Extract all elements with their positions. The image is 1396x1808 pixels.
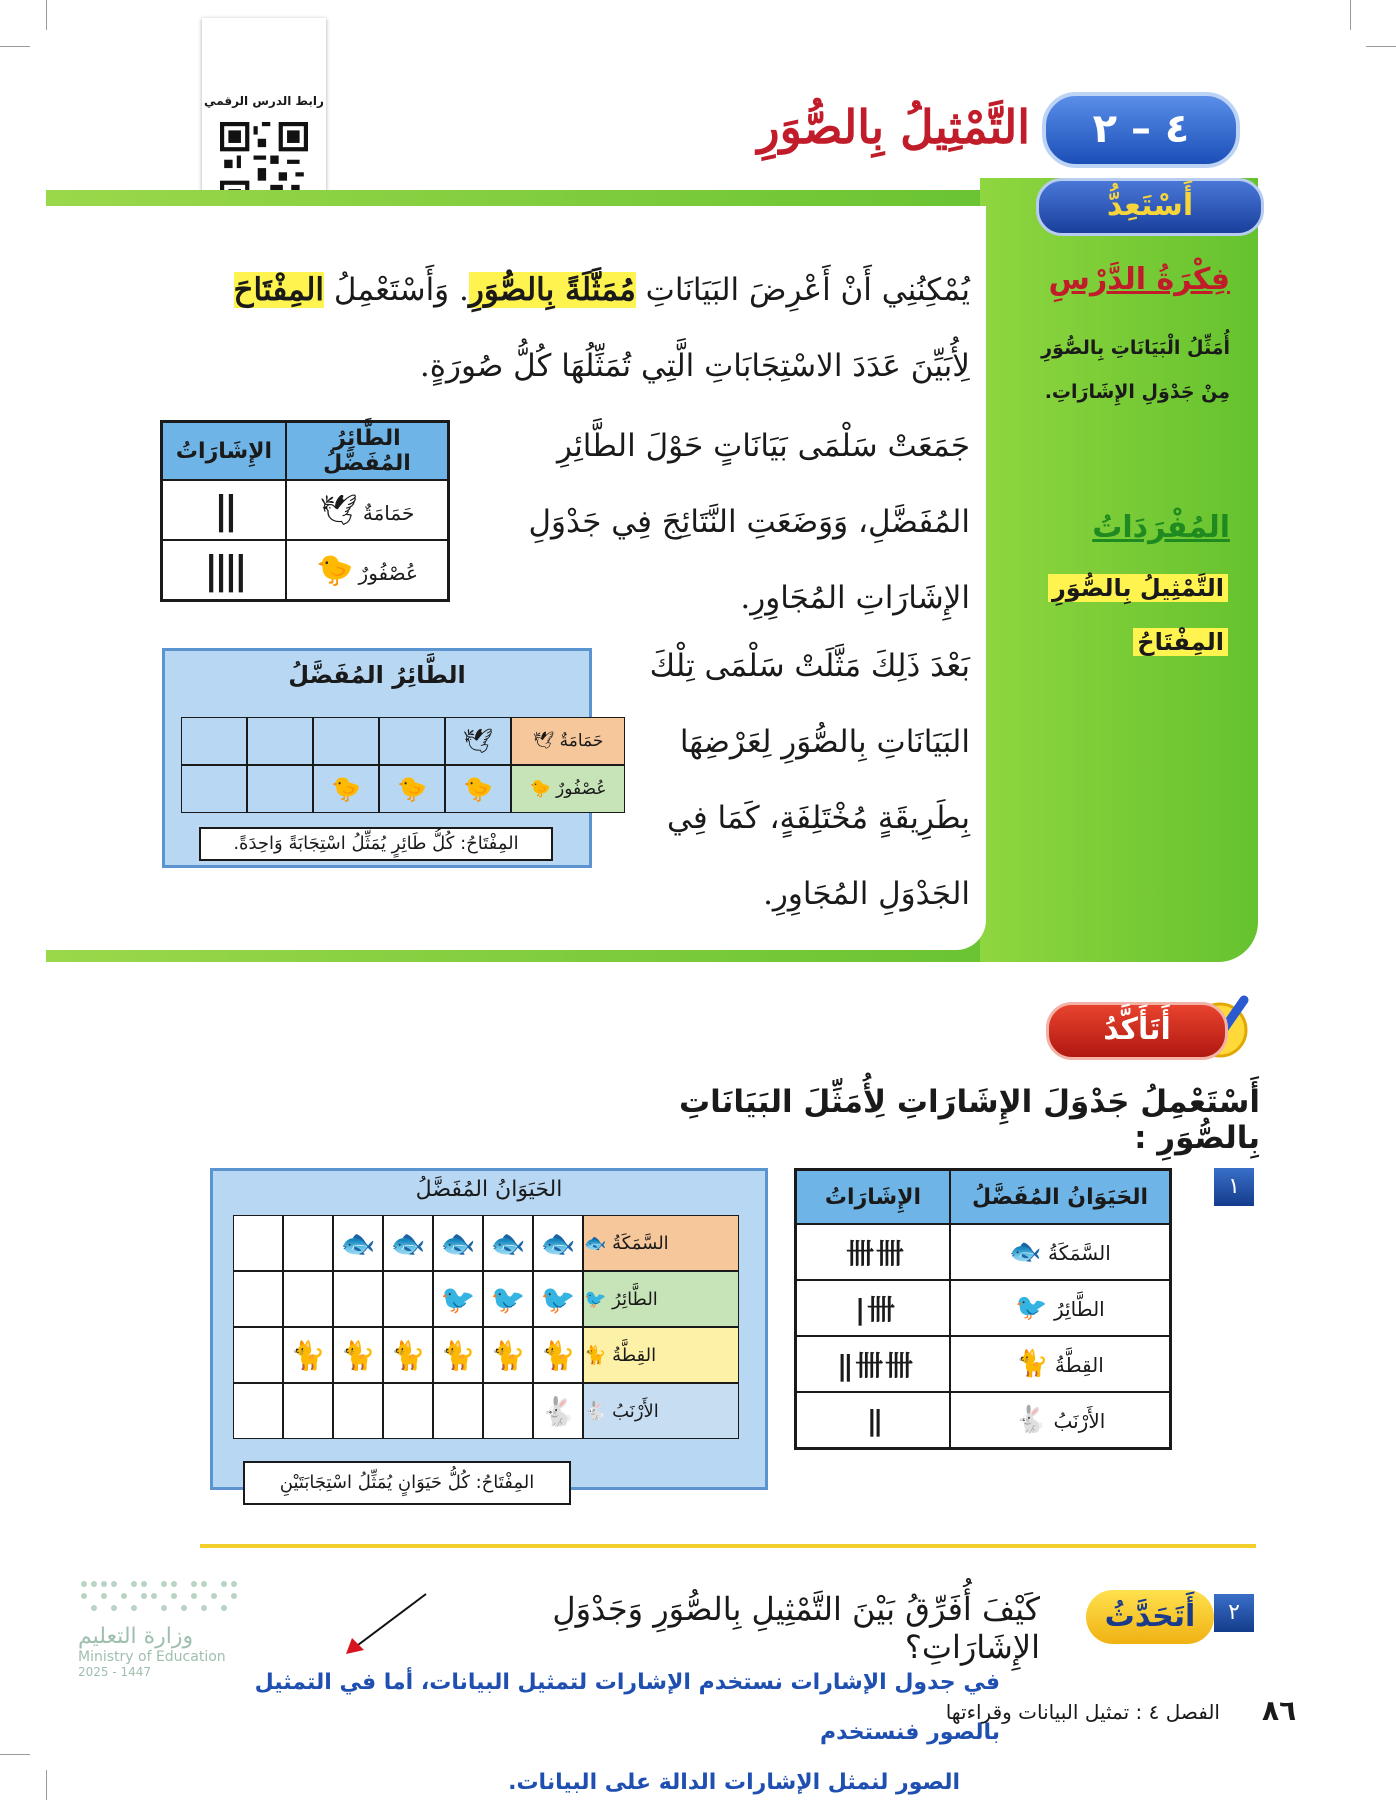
animal-icon: 🐈 <box>333 1327 383 1383</box>
answer-line: الصور لنمثل الإشارات الدالة على البيانات. <box>508 1770 960 1795</box>
highlight-key: المِفْتَاحَ <box>233 272 325 308</box>
animal-icon: 🐈 <box>283 1327 333 1383</box>
lesson-title: التَّمْثِيلُ بِالصُّوَرِ <box>757 100 1030 154</box>
bird-icon <box>247 765 313 813</box>
intro-text: . وَأَسْتَعْمِلُ <box>324 272 469 308</box>
lesson-idea-text: أُمَثِّلُ الْبَيَانَاتِ بِالصُّوَرِ مِنْ جَدْوَلِ الإِشَارَاتِ. <box>1041 337 1230 403</box>
bird-icon <box>379 717 445 765</box>
empty-cell <box>233 1327 283 1383</box>
animal-icon: 🐟 <box>333 1215 383 1271</box>
ministry-name-ar: وزارة التعليم <box>78 1624 194 1649</box>
ministry-name-en: Ministry of Education <box>78 1649 226 1665</box>
pictograph-row <box>233 1327 739 1383</box>
bird-icon: 🐤 <box>379 765 445 813</box>
empty-cell <box>383 1271 433 1327</box>
empty-cell <box>313 717 379 765</box>
animal-icon: 🐦 <box>533 1271 583 1327</box>
pictograph-key: المِفْتَاحُ: كُلُّ طَائِرٍ يُمَثِّلُ اسْتِجَابَةً وَاحِدَةً. <box>199 827 553 861</box>
tally-marks: || <box>796 1392 951 1449</box>
lesson-idea-title: فِكْرَةُ الدَّرْسِ <box>1048 262 1230 297</box>
highlight-pictograph: مُمَثَّلَةً بِالصُّوَرِ <box>468 272 636 308</box>
vocab-item-key: المِفْتَاحُ <box>1133 628 1228 656</box>
row-label: عُصْفُورٌ 🐤 <box>511 765 625 813</box>
bird-data-paragraph: جَمَعَتْ سَلْمَى بَيَانَاتٍ حَوْلَ الطَّائِرِ المُفَضَّلِ، وَوَضَعَتِ النَّتَائِجَ فِي جَدْوَلِ الإِشَارَاتِ المُجَاوِرِ. <box>528 428 970 616</box>
animal-icon: 🐦 <box>433 1271 483 1327</box>
empty-cell <box>283 1215 333 1271</box>
answer-line: في جدول الإشارات نستخدم الإشارات لتمثيل البيانات، أما في التمثيل بالصور فنستخدم <box>254 1670 1000 1745</box>
empty-cell <box>181 717 247 765</box>
section-divider <box>200 1544 1256 1548</box>
qr-label: رابط الدرس الرقمي <box>204 94 324 108</box>
row-label: القِطَّةُ <box>1054 1353 1104 1377</box>
animal-icon: 🐟 <box>483 1215 533 1271</box>
intro-text: لِأُبَيِّنَ عَدَدَ الاسْتِجَابَاتِ الَّتِي تُمَثِّلُهَا كُلُّ صُورَةٍ. <box>419 348 970 384</box>
animal-pictograph <box>210 1168 768 1493</box>
pictograph-row <box>233 1271 739 1327</box>
empty-cell <box>483 1383 533 1439</box>
animal-icon: 🐈 <box>433 1327 483 1383</box>
pictograph-key: المِفْتَاحُ: كُلُّ حَيَوَانٍ يُمَثِّلُ اسْتِجَابَتَيْنِ <box>243 1461 571 1505</box>
tally-marks: || <box>162 480 287 540</box>
empty-cell <box>247 717 313 765</box>
empty-cell <box>333 1271 383 1327</box>
bird-icon: 🐤 <box>313 765 379 813</box>
question-number: ٢ <box>1214 1594 1254 1632</box>
row-label: السَّمَكَةُ <box>1047 1241 1111 1265</box>
bird-pictograph <box>162 648 607 868</box>
empty-cell <box>433 1383 483 1439</box>
column-header: الطَّائِرُ المُفَضَّلُ <box>286 422 449 481</box>
animal-icon: 🐟 <box>533 1215 583 1271</box>
table-row <box>796 1224 1171 1280</box>
bird-icon: 🐦 <box>1015 1293 1048 1323</box>
animal-icon: 🐟 <box>383 1215 433 1271</box>
row-label: حَمَامَةٌ <box>362 500 415 525</box>
confirm-instruction: أَسْتَعْمِلُ جَدْوَلَ الإِشَارَاتِ لِأُمَثِّلَ البَيَانَاتِ بِالصُّوَرِ : <box>678 1084 1260 1156</box>
pictograph-title: الحَيَوَانُ المُفَضَّلُ <box>415 1177 563 1202</box>
animal-icon: 🐦 <box>483 1271 533 1327</box>
chapter-footer: الفصل ٤ : تمثيل البيانات وقراءتها <box>945 1700 1220 1724</box>
column-header: الإِشَارَاتُ <box>162 422 287 481</box>
pictograph-row <box>233 1215 739 1271</box>
empty-cell <box>181 765 247 813</box>
empty-cell <box>233 1383 283 1439</box>
row-label: السَّمَكَةُ 🐟 <box>583 1215 739 1271</box>
tally-marks: 卌 卌 <box>796 1224 951 1280</box>
table-row <box>162 480 449 540</box>
bird-icon: 🐤 <box>445 765 511 813</box>
table-row <box>796 1280 1171 1336</box>
arrow-icon <box>340 1590 430 1660</box>
tally-marks: 卌 卌 || <box>796 1336 951 1392</box>
row-label: عُصْفُورٌ <box>358 560 418 585</box>
talk-question: كَيْفَ أُفَرِّقُ بَيْنَ التَّمْثِيلِ بِالصُّوَرِ وَجَدْوَلِ الإِشَارَاتِ؟ <box>552 1590 1040 1666</box>
animal-pictograph-grid <box>233 1215 739 1439</box>
empty-cell <box>233 1215 283 1271</box>
row-label: الأَرْنَبُ <box>1053 1409 1106 1433</box>
empty-cell <box>233 1271 283 1327</box>
vocab-item-pictograph: التَّمْثِيلُ بِالصُّوَرِ <box>1048 574 1228 602</box>
table-row <box>796 1336 1171 1392</box>
animal-icon: 🐇 <box>533 1383 583 1439</box>
row-label: القِطَّةُ 🐈 <box>583 1327 739 1383</box>
animal-icon: 🐈 <box>383 1327 433 1383</box>
animal-icon: 🐈 <box>533 1327 583 1383</box>
question-number: ١ <box>1214 1168 1254 1206</box>
row-label: حَمَامَةٌ 🕊 <box>511 717 625 765</box>
bird-icon: 🕊 <box>445 717 511 765</box>
intro-paragraph <box>200 252 970 404</box>
confirm-section-badge: أَتَأَكَّدُ <box>1046 1002 1228 1060</box>
pictograph-row <box>233 1383 739 1439</box>
empty-cell <box>383 1383 433 1439</box>
row-label: الطَّائِرُ <box>1053 1297 1105 1321</box>
page-number: ٨٦ <box>1262 1694 1297 1727</box>
ministry-dots-icon <box>78 1576 248 1620</box>
pictograph-title: الطَّائِرُ المُفَضَّلُ <box>288 661 466 689</box>
row-label: الأَرْنَبُ 🐇 <box>583 1383 739 1439</box>
column-header: الحَيَوَانُ المُفَضَّلُ <box>950 1170 1171 1225</box>
animal-icon: 🐈 <box>483 1327 533 1383</box>
column-header: الإِشَارَاتُ <box>796 1170 951 1225</box>
animal-icon: 🐟 <box>433 1215 483 1271</box>
empty-cell <box>283 1271 333 1327</box>
bird-tally-table <box>160 420 450 602</box>
lesson-number-badge: ٤ – ٢ <box>1042 92 1240 168</box>
intro-text: يُمْكِنُنِي أَنْ أَعْرِضَ البَيَانَاتِ <box>635 272 970 308</box>
rabbit-icon: 🐇 <box>1014 1405 1048 1435</box>
cat-icon: 🐈 <box>1016 1349 1049 1379</box>
ministry-year: 2025 - 1447 <box>78 1665 152 1679</box>
vocabulary-title: المُفْرَدَاتُ <box>1092 510 1230 545</box>
talk-answer <box>240 1658 1000 1808</box>
pictograph-row <box>181 717 625 765</box>
pictograph-paragraph: بَعْدَ ذَلِكَ مَثَّلَتْ سَلْمَى تِلْكَ البَيَانَاتِ بِالصُّوَرِ لِعَرْضِهَا بِطَرِيقَةٍ مُخْتَلِفَةٍ، كَمَا فِي الجَدْوَلِ المُجَاوِرِ. <box>649 648 970 912</box>
talk-section-badge: أَتَحَدَّثُ <box>1086 1590 1214 1644</box>
sparrow-icon: 🐤 <box>316 552 354 588</box>
animal-tally-table <box>794 1168 1172 1450</box>
row-label: الطَّائِرُ 🐦 <box>583 1271 739 1327</box>
empty-cell <box>283 1383 333 1439</box>
ready-section-badge: أَسْتَعِدُّ <box>1036 178 1264 236</box>
tally-marks: |||| <box>162 540 287 601</box>
pigeon-icon: 🕊 <box>319 492 358 528</box>
tally-marks: 卌 | <box>796 1280 951 1336</box>
fish-icon: 🐟 <box>1009 1237 1042 1267</box>
pictograph-row <box>181 765 625 813</box>
table-row <box>162 540 449 601</box>
empty-cell <box>333 1383 383 1439</box>
table-row <box>796 1392 1171 1449</box>
